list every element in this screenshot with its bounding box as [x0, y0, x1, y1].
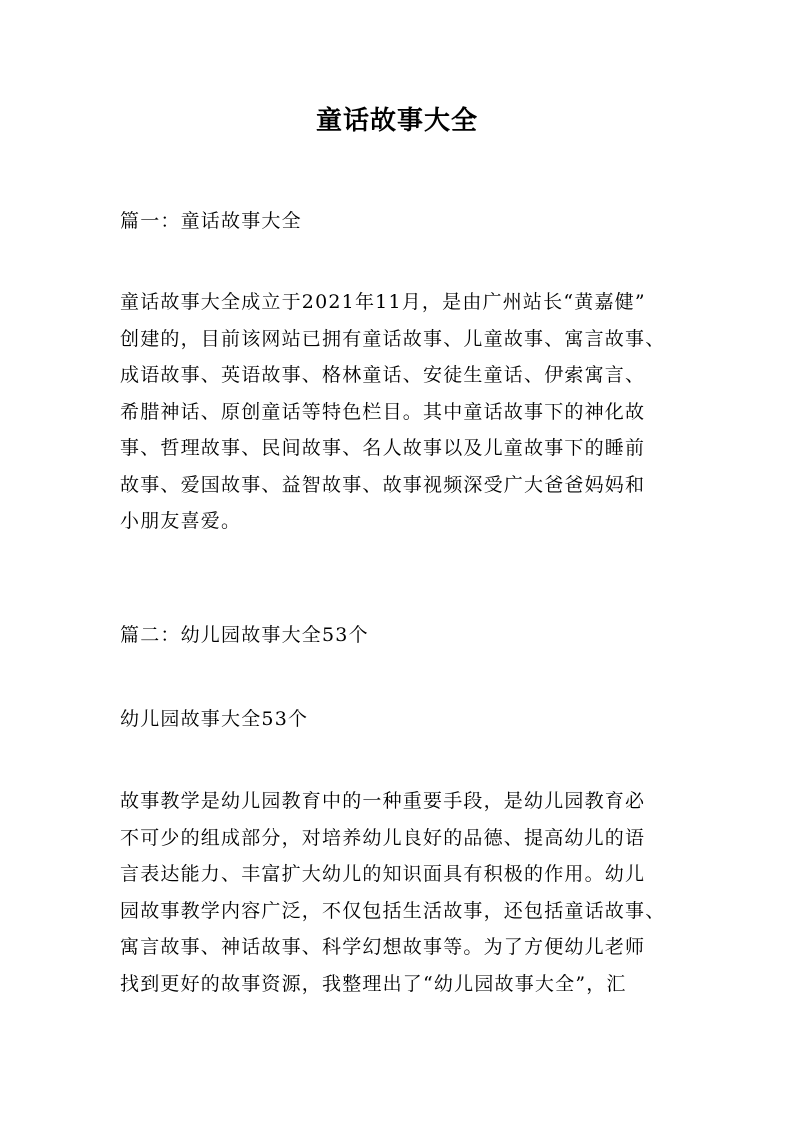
page-title: 童话故事大全 [315, 106, 478, 136]
paragraph-line: 言表达能力、丰富扩大幼儿的知识面具有积极的作用。幼儿 [120, 863, 646, 885]
paragraph-line: 园故事教学内容广泛，不仅包括生活故事，还包括童话故事、 [120, 899, 666, 922]
section-subheading-2: 幼儿园故事大全53个 [120, 708, 309, 730]
section-heading-1: 篇一：童话故事大全 [120, 210, 302, 232]
paragraph-line: 创建的，目前该网站已拥有童话故事、儿童故事、寓言故事、 [120, 327, 666, 350]
paragraph-line: 事、哲理故事、民间故事、名人故事以及儿童故事下的睡前 [120, 437, 646, 459]
paragraph-line: 不可少的组成部分，对培养幼儿良好的品德、提高幼儿的语 [120, 826, 646, 849]
section-1-paragraph [120, 284, 680, 540]
paragraph-line: 希腊神话、原创童话等特色栏目。其中童话故事下的神化故 [120, 400, 646, 423]
paragraph-line: 故事、爱国故事、益智故事、故事视频深受广大爸爸妈妈和 [120, 473, 646, 496]
paragraph-line: 小朋友喜爱。 [120, 510, 242, 532]
paragraph-line: 找到更好的故事资源，我整理出了“幼儿园故事大全”，汇 [120, 972, 627, 995]
section-2-paragraph [120, 783, 680, 1002]
paragraph-line: 寓言故事、神话故事、科学幻想故事等。为了方便幼儿老师 [120, 936, 646, 958]
paragraph-line: 成语故事、英语故事、格林童话、安徒生童话、伊索寓言、 [120, 364, 646, 386]
paragraph-line: 童话故事大全成立于2021年11月，是由广州站长“黄嘉健” [120, 291, 646, 313]
paragraph-line: 故事教学是幼儿园教育中的一种重要手段，是幼儿园教育必 [120, 790, 646, 812]
section-heading-2: 篇二：幼儿园故事大全53个 [120, 624, 369, 646]
